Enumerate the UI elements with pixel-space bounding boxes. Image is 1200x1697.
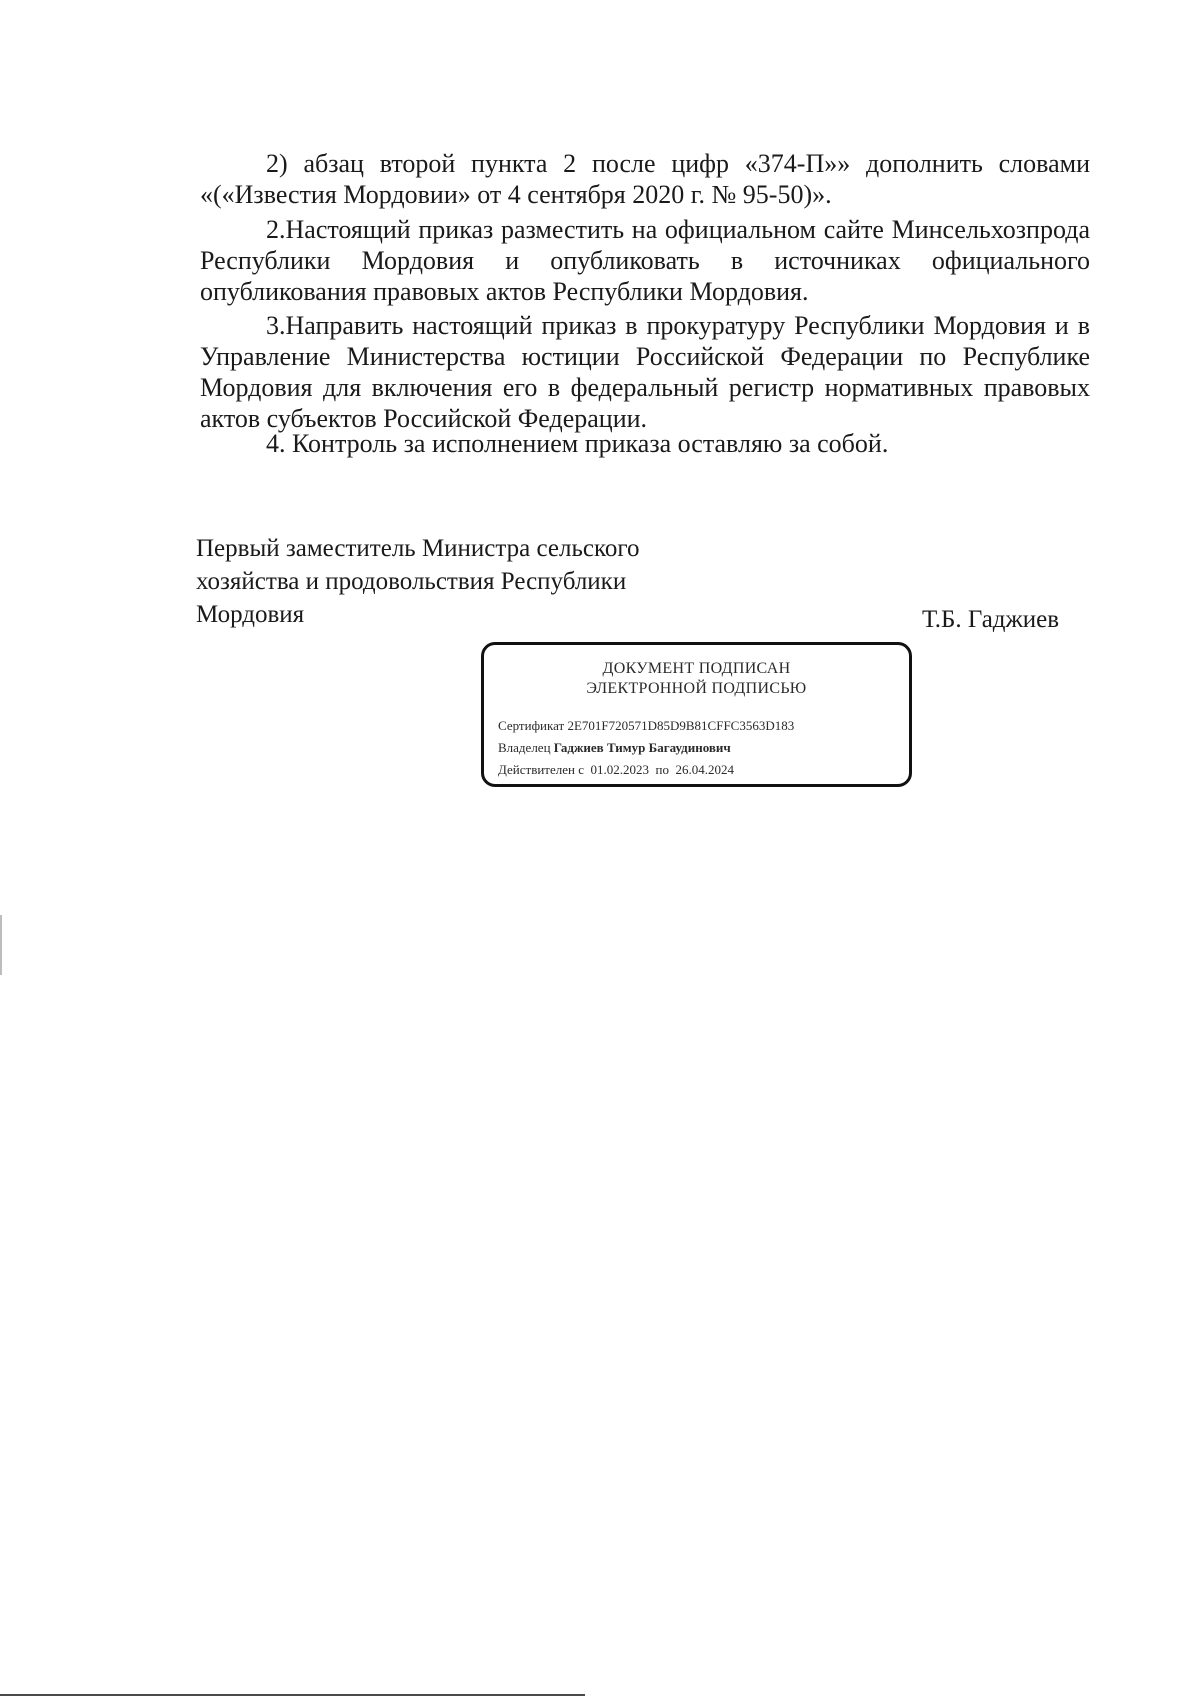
paragraph-registration: 3.Направить настоящий приказ в прокуратуру Республики Мордовия и в Управление Министерства юстиции Российской Федерации по Республике Мордовия для включения его в федеральный регистр нормативных правовых актов субъектов Российской Федерации.: [200, 311, 1090, 433]
scan-bottom-rule: [0, 1694, 585, 1696]
signer-name: Т.Б. Гаджиев: [922, 606, 1060, 633]
paragraph-publication: 2.Настоящий приказ разместить на официальном сайте Минсельхозпрода Республики Мордовия и опубликовать в источниках официального опубликования правовых актов Республики Мордовия.: [200, 215, 1090, 306]
stamp-header-line: ЭЛЕКТРОННОЙ ПОДПИСЬЮ: [586, 680, 807, 697]
paragraph-amendment: 2) абзац второй пункта 2 после цифр «374-П»» дополнить словами «(«Известия Мордовии» от 4 сентября 2020 г. № 95-50)».: [200, 149, 1090, 209]
signer-position-line: Мордовия: [196, 601, 305, 628]
certificate-label: Сертификат: [498, 718, 565, 733]
stamp-certificate: [498, 718, 794, 734]
valid-to-label: по: [655, 762, 669, 777]
certificate-value: 2E701F720571D85D9B81CFFC3563D183: [567, 718, 795, 733]
valid-from: 01.02.2023: [590, 762, 649, 777]
stamp-owner: [498, 740, 731, 756]
signer-position-line: Первый заместитель Министра сельского: [196, 535, 640, 562]
electronic-signature-stamp: [481, 642, 912, 787]
owner-value: Гаджиев Тимур Багаудинович: [553, 740, 731, 755]
stamp-validity: [498, 762, 734, 778]
scan-edge-mark: [0, 915, 2, 975]
signer-position: [196, 532, 716, 631]
valid-to: 26.04.2024: [675, 762, 734, 777]
owner-label: Владелец: [498, 740, 551, 755]
stamp-header-line: ДОКУМЕНТ ПОДПИСАН: [602, 660, 791, 677]
stamp-header: [484, 659, 909, 699]
paragraph-control: 4. Контроль за исполнением приказа оставляю за собой.: [266, 429, 889, 458]
signer-position-line: хозяйства и продовольствия Республики: [196, 568, 627, 595]
valid-label: Действителен с: [498, 762, 584, 777]
